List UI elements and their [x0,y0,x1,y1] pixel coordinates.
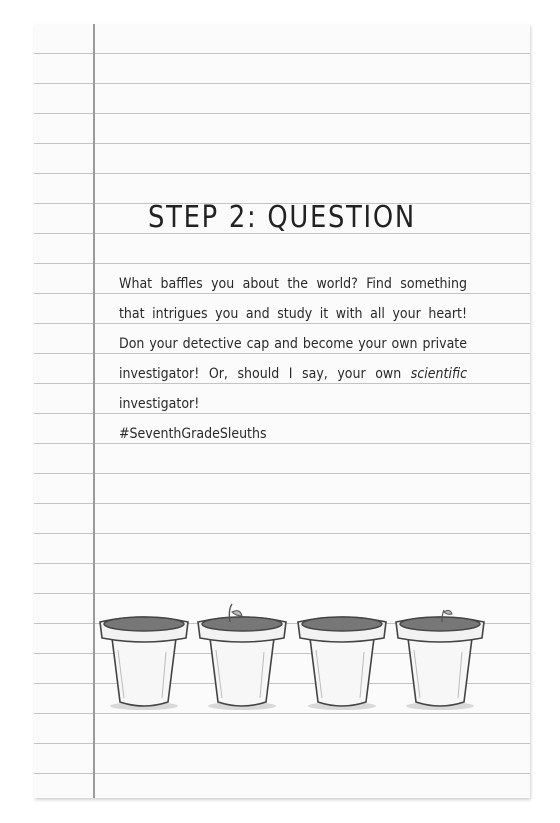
flower-pot-sprout-icon [392,602,488,712]
margin-line [93,24,95,798]
emphasis-scientific: scientific [410,366,467,382]
page-title: STEP 2: QUESTION [148,200,416,235]
body-line-5: investigator! [119,396,200,412]
flower-pot-sprout-icon [194,602,290,712]
flower-pot-icon [96,602,192,712]
body-line-4 [119,359,467,389]
body-line-2: that intrigues you and study it with all your heart! [119,306,467,322]
body-line-3: Don your detective cap and become your own private [119,336,467,352]
body-paragraph [119,269,467,449]
body-line-4-text: investigator! Or, should I say, your own [119,366,411,382]
body-line-1: What baffles you about the world? Find something [119,276,467,292]
flower-pots-illustration [96,602,496,712]
notebook-page [34,24,530,798]
flower-pot-icon [294,602,390,712]
hashtag: #SeventhGradeSleuths [119,426,267,442]
